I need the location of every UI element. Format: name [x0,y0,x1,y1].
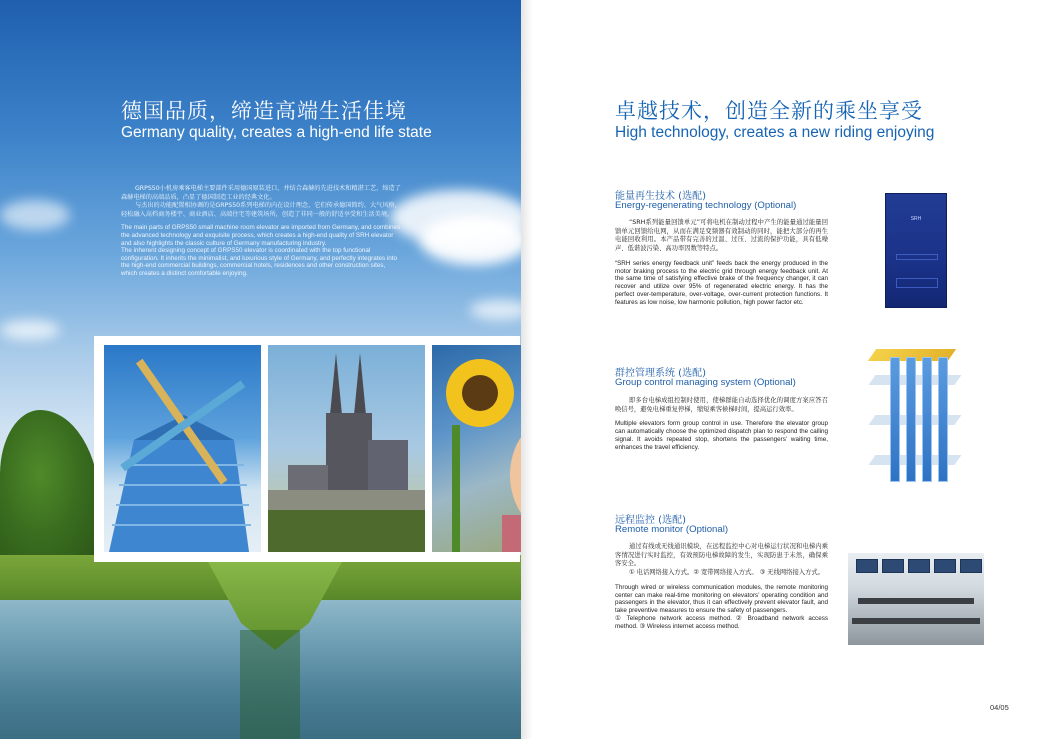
section-group-body [615,397,828,452]
left-body-en-2: The inherent designing concept of GRPS50 elevator is coordinated with the top functional configuration. It inherits the minimalist, and luxurious style of Germany, and perfectly integrates into the high-end commercial buildings, commercial hotels, residences and other construction sites, which creates a distinct comfortable enjoying. [121,247,398,277]
right-title-en: High technology, creates a new riding enjoying [615,124,935,141]
left-body-text [121,185,403,278]
section-remote-title-cn: 远程监控 (选配) [615,515,686,526]
monitor-screen [934,559,956,573]
section-group-title-cn: 群控管理系统 (选配) [615,368,706,379]
page-number: 04/05 [990,703,1009,712]
section-remote-methods-cn: ① 电话网络接入方式。② 宽带网络接入方式。 ③ 无线网络接入方式。 [629,569,824,577]
srh-unit-panel [896,278,938,288]
left-body-en-1: The main parts of GRPS50 small machine room elevator are imported from Germany, and combines the advanced technology and exquisite process, which creates a high-end quality of SRH elevator and also highlights the classic culture of Germany manufacturing industry. [121,224,401,247]
section-energy-body-cn: “SRH系列能量回馈单元”可将电机在制动过程中产生的能量通过能量回馈单元回馈给电网，从而在满足变频器有效制动的同时，能把大部分的再生电能回收利用。本产品带有完善的过温、过压、过流的保护功能，具有低噪声、低谐波污染、高功率因数等特点。 [615,219,828,253]
cloud [420,215,521,265]
srh-unit-panel [896,254,938,260]
monitor-screen [856,559,878,573]
left-body-cn-1: GRPS50小机房乘客电梯主要部件采用德国原装进口，并结合森赫的先进技术和精湛工艺，缔造了森赫电梯的高端品质，凸显了德国制造工业的经典文化。 [121,185,401,201]
srh-unit-label: SRH [910,216,922,222]
monitor-screen [882,559,904,573]
section-remote-methods-en: ① Telephone network access method. ② Broadband network access method. ③ Wireless internet access method. [615,615,828,630]
monitoring-center-image [848,553,984,645]
monitor-screen [960,559,982,573]
cloud [470,300,521,320]
section-group-title-en: Group control managing system (Optional) [615,377,796,388]
srh-feedback-unit-image [885,193,947,308]
cathedral-photo [268,345,425,552]
section-remote-body [615,543,828,631]
section-remote-body-cn: 通过有线或无线通讯模块，在远程监控中心对电梯运行状况和电梯内乘客情况进行实时监控，有效预防电梯故障的发生，实现防患于未然，确保乘客安全。 [615,543,828,568]
right-title-cn: 卓越技术，创造全新的乘坐享受 [615,99,923,123]
elevator-shaft [890,357,900,482]
monitor-screen [908,559,930,573]
section-group-body-en: Multiple elevators form group control in use. Therefore the elevator group can automatically choose the optimized dispatch plan to respond the calling signal. It avoids repeated stop, shortens the passengers’ waiting time, enhances the travel efficiency. [615,420,828,451]
elevator-shaft [938,357,948,482]
trees-image [0,410,100,570]
elevator-shaft [922,357,932,482]
page-spine [521,0,533,739]
windmill-photo [104,345,261,552]
section-energy-body [615,219,828,307]
left-body-cn-2: 与杰出的功能配置相协调的是GRPS50系列电梯的内在设计理念，它们传承德国简约、大气风格，轻松融入高档商务楼宇、商业酒店、高端住宅等建筑场所，创造了非同一般的舒适享受和生活美境。 [121,202,401,218]
section-energy-title-cn: 能量再生技术 (选配) [615,191,706,202]
elevator-shaft [906,357,916,482]
desk [852,618,980,624]
group-control-image [868,345,961,500]
left-title-cn: 德国品质，缔造高端生活佳境 [121,99,407,123]
section-energy-body-en: “SRH series energy feedback unit” feeds back the energy produced in the motor braking process to the electric grid through energy feedback unit. At the same time of satisfying effective brake of the frequency changer, it can recover and utilize over 95% of regenerated electric energy. It has the perfect over-temperature, over-voltage, over-current protection functions. It features as low noise, low harmonic pollution, high power factor etc. [615,259,828,306]
left-title-en: Germany quality, creates a high-end life state [121,124,432,141]
desk [858,598,974,604]
section-group-body-cn: 即多台电梯成组控制时使用，使梯群能自动选择优化的调度方案应答召唤信号，避免电梯重复停梯，缩短乘客候梯时间，提高运行效率。 [615,397,828,413]
cloud [0,200,70,230]
cloud [0,320,60,340]
reflection-image [240,630,300,739]
section-remote-body-en: Through wired or wireless communication modules, the remote monitoring center can make real-time monitoring on elevators’ operating condition and passengers in the elevator, thus it can effectively prevent elevator fault, and take preventive measures to ensure the safety of passengers. [615,583,828,615]
section-energy-title-en: Energy-regenerating technology (Optional) [615,200,797,211]
section-remote-title-en: Remote monitor (Optional) [615,524,729,535]
